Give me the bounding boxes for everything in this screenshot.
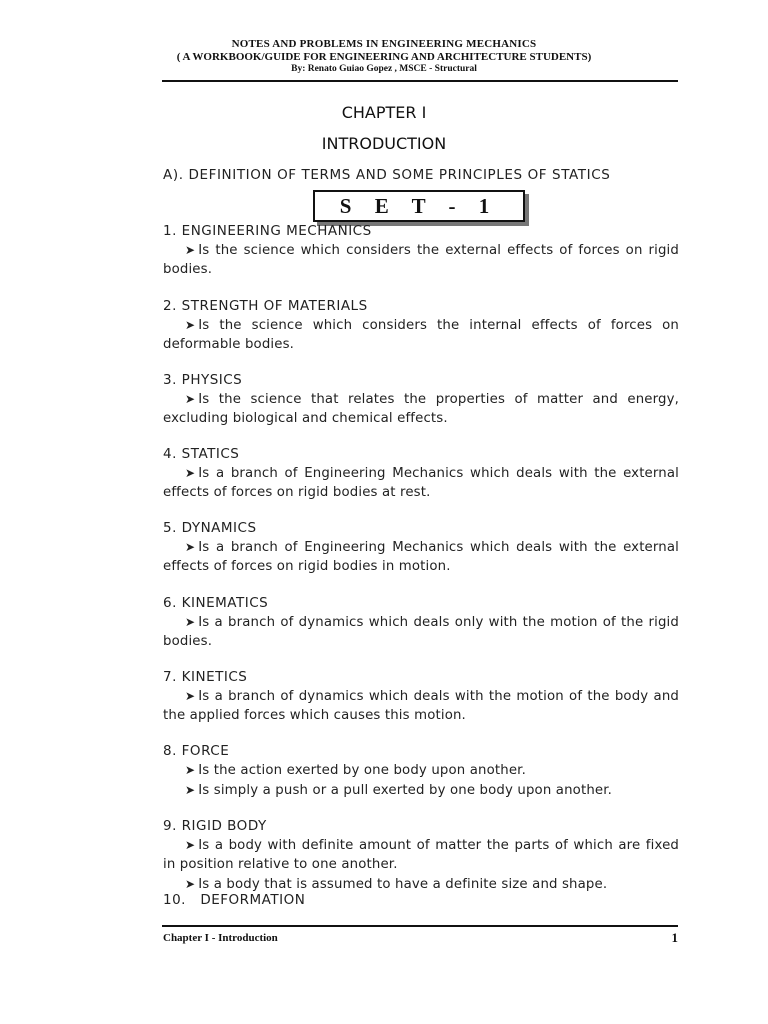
term-title: 6. KINEMATICS xyxy=(163,595,269,611)
term-definition: ➤ Is a branch of dynamics which deals only with the motion of the rigid bodies. xyxy=(163,615,679,649)
term-title: 8. FORCE xyxy=(163,743,230,759)
arrow-right-bullet-icon: ➤ xyxy=(185,615,196,629)
term-definition: ➤ Is simply a push or a pull exerted by one body upon another. xyxy=(185,782,613,798)
term-rigid-body xyxy=(163,817,679,894)
arrow-right-bullet-icon: ➤ xyxy=(185,689,196,703)
term-definition: ➤ Is a body with definite amount of matter the parts of which are fixed in position relative to one another. xyxy=(163,838,679,872)
term-definition: ➤ Is the science which considers the internal effects of forces on deformable bodies. xyxy=(163,318,679,352)
term-title: 7. KINETICS xyxy=(163,669,248,685)
term-title: 1. ENGINEERING MECHANICS xyxy=(163,223,372,239)
term-title: 5. DYNAMICS xyxy=(163,520,257,536)
arrow-right-bullet-icon: ➤ xyxy=(185,782,196,797)
header-subtitle: ( A WORKBOOK/GUIDE FOR ENGINEERING AND ARCHITECTURE STUDENTS) xyxy=(176,51,592,63)
arrow-right-bullet-icon: ➤ xyxy=(185,838,196,852)
header-title: NOTES AND PROBLEMS IN ENGINEERING MECHANICS xyxy=(231,38,537,50)
footer-rule xyxy=(162,925,678,927)
term-title: 10. DEFORMATION xyxy=(163,892,306,908)
term-definition: ➤ Is a branch of Engineering Mechanics which deals with the external effects of forces on rigid bodies at rest. xyxy=(163,466,679,500)
arrow-right-bullet-icon: ➤ xyxy=(185,392,196,406)
header-rule xyxy=(162,80,678,82)
term-kinetics xyxy=(163,668,679,726)
term-statics xyxy=(163,445,679,503)
term-deformation xyxy=(163,891,679,910)
arrow-right-bullet-icon: ➤ xyxy=(185,540,196,554)
term-strength-of-materials xyxy=(163,297,679,355)
set-label: S E T - 1 xyxy=(339,194,499,218)
arrow-right-bullet-icon: ➤ xyxy=(185,243,196,257)
footer-chapter-label: Chapter I - Introduction xyxy=(163,932,278,944)
term-kinematics xyxy=(163,594,679,652)
chapter-number: CHAPTER I xyxy=(341,103,427,122)
arrow-right-bullet-icon: ➤ xyxy=(185,876,196,891)
term-title: 4. STATICS xyxy=(163,446,240,462)
term-definition: ➤ Is a branch of dynamics which deals with the motion of the body and the applied forces which causes this motion. xyxy=(163,689,679,723)
term-title: 3. PHYSICS xyxy=(163,372,243,388)
term-engineering-mechanics xyxy=(163,222,679,280)
page-number: 1 xyxy=(671,930,678,945)
term-force xyxy=(163,742,679,801)
term-definition: ➤ Is the science which considers the external effects of forces on rigid bodies. xyxy=(163,243,679,277)
term-physics xyxy=(163,371,679,429)
header-author: By: Renato Guiao Gopez , MSCE - Structural xyxy=(291,64,477,74)
arrow-right-bullet-icon: ➤ xyxy=(185,763,196,777)
arrow-right-bullet-icon: ➤ xyxy=(185,318,196,332)
term-definition: ➤ Is a body that is assumed to have a definite size and shape. xyxy=(185,876,608,892)
arrow-right-bullet-icon: ➤ xyxy=(185,466,196,480)
term-definition: ➤ Is the science that relates the properties of matter and energy, excluding biological and chemical effects. xyxy=(163,392,679,426)
term-title: 9. RIGID BODY xyxy=(163,818,267,834)
section-heading: A). DEFINITION OF TERMS AND SOME PRINCIPLES OF STATICS xyxy=(163,167,611,183)
set-label-box xyxy=(313,190,525,222)
term-definition: ➤ Is the action exerted by one body upon another. xyxy=(185,763,526,778)
term-dynamics xyxy=(163,519,679,577)
chapter-title: INTRODUCTION xyxy=(321,134,447,153)
term-title: 2. STRENGTH OF MATERIALS xyxy=(163,298,368,314)
term-definition: ➤ Is a branch of Engineering Mechanics which deals with the external effects of forces on rigid bodies in motion. xyxy=(163,540,679,574)
